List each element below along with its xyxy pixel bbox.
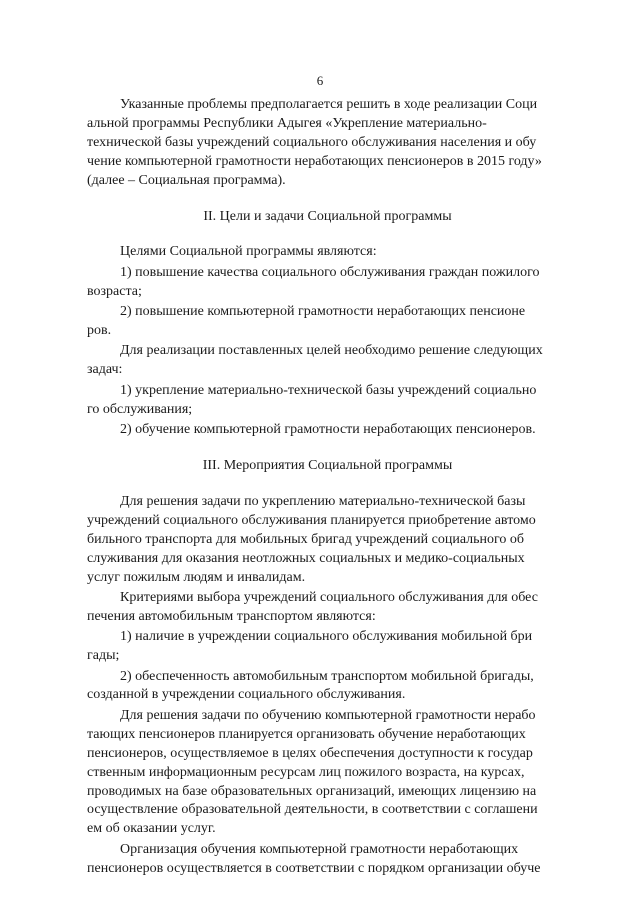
document-body <box>87 96 568 879</box>
criterion-2: 2) обеспеченность автомобильным транспортом мобильной бригады, созданной в учреждении социального обслуживания. <box>87 668 534 703</box>
section-2-heading: II. Цели и задачи Социальной программы <box>203 208 452 224</box>
section-3-heading: III. Мероприятия Социальной программы <box>202 458 453 473</box>
training-organization-paragraph: Организация обучения компьютерной грамотности неработающих пенсионеров осуществляется в соответствии с порядком организации обуче <box>87 841 541 876</box>
task-1: 1) укрепление материально-технической базы учреждений социально го обслуживания; <box>87 382 537 417</box>
training-paragraph: Для решения задачи по обучению компьютерной грамотности нерабо тающих пенсионеров планируется организовать обучение неработающих пенсионеров, осуществляемое в целях обеспечения доступности к государ ственным информационным ресурсам лиц пожилого возраста, на курсах, проводимых на базе образовательных организаций, имеющих лицензию на осуществление образовательной деятельности, в соответствии с соглашени ем об оказании услуг. <box>87 707 538 837</box>
tasks-intro: Для реализации поставленных целей необходимо решение следующих задач: <box>87 343 543 378</box>
criteria-intro: Критериями выбора учреждений социального обслуживания для обес печения автомобильным транспортом являются: <box>87 589 538 624</box>
goal-2: 2) повышение компьютерной грамотности неработающих пенсионе ров. <box>87 304 526 339</box>
goals-intro: Целями Социальной программы являются: <box>120 244 377 260</box>
criterion-1: 1) наличие в учреждении социального обслуживания мобильной бри гады; <box>87 629 533 664</box>
task-2: 2) обучение компьютерной грамотности неработающих пенсионеров. <box>120 422 536 438</box>
goal-1: 1) повышение качества социального обслуживания граждан пожилого возраста; <box>87 264 540 299</box>
page-number: 6 <box>316 73 324 88</box>
intro-paragraph: Указанные проблемы предполагается решить в ходе реализации Соци альной программы Республики Адыгея «Укрепление материально- технической базы учреждений социального обслуживания населения и обу чение компьютерной грамотности неработающих пенсионеров в 2015 году» (далее – Социальная программа). <box>87 97 542 188</box>
measures-paragraph-1: Для решения задачи по укреплению материально-технической базы учреждений социального обслуживания планируется приобретение автомо бильного транспорта для мобильных бригад учреждений социального об служивания для оказания неотложных социальных и медико-социальных услуг пожилым людям и инвалидам. <box>87 493 536 585</box>
